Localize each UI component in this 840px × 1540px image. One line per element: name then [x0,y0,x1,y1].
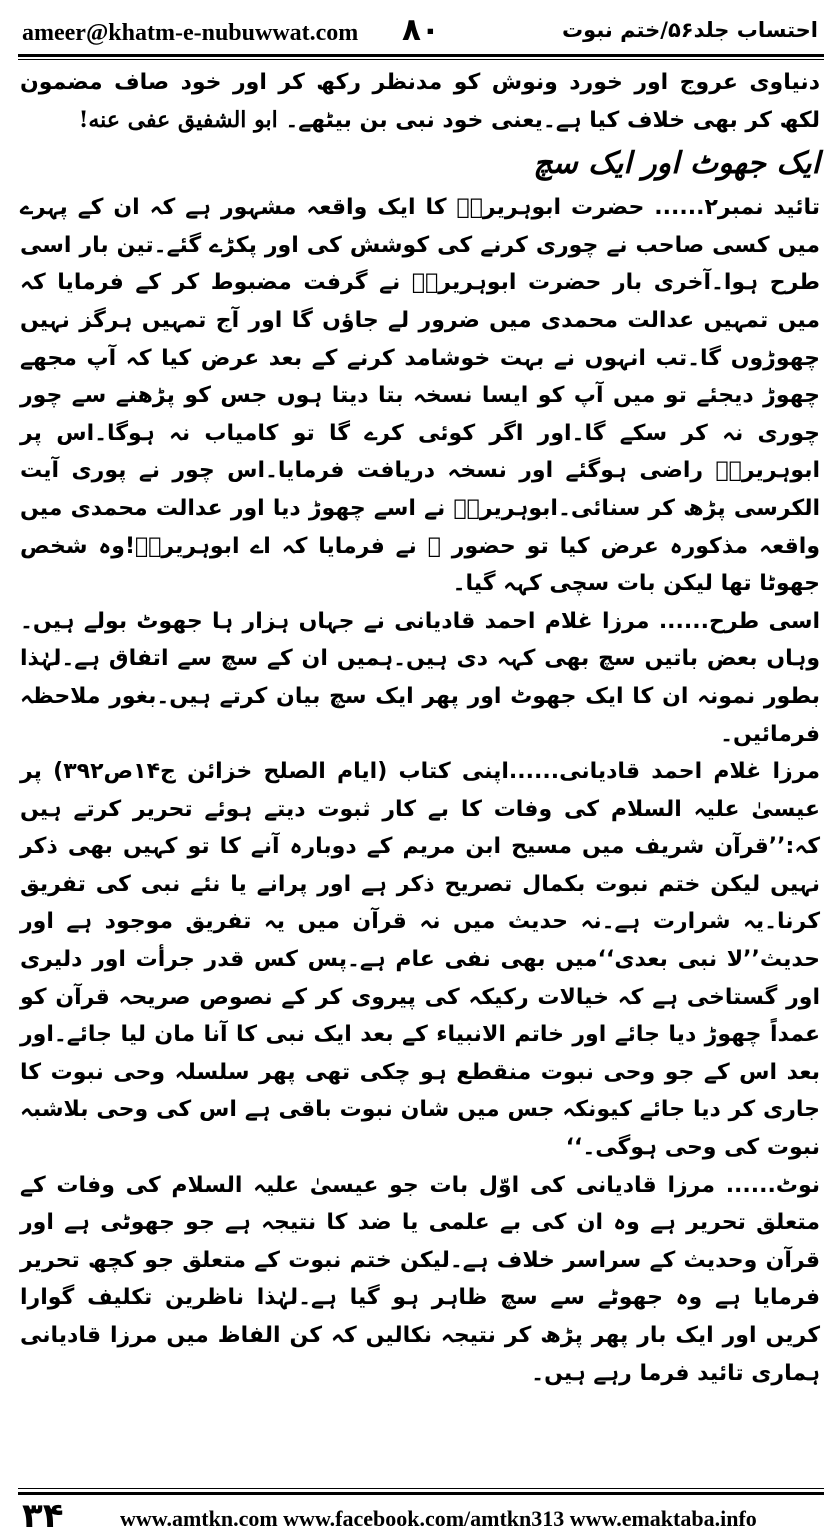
footer-page-number: ۳۴ [22,1496,64,1536]
footer-rule-thin [18,1488,824,1489]
page-body [20,64,820,1444]
footer-links: www.amtkn.com www.facebook.com/amtkn313 www.emaktaba.info [120,1506,757,1531]
header-page-number: ۸۰ [402,12,440,48]
signature: ابو الشفیق عفی عنه! [78,106,278,133]
header-rule-thick [18,54,824,57]
header-email: ameer@khatm-e-nubuwwat.com [22,20,359,46]
intro-text: دنیاوی عروج اور خورد ونوش کو مدنظر رکھ کر اور خود صاف مضمون لکھ کر بھی خلاف کیا ہے۔یعنی خود نبی بن بیٹھے۔ [20,70,820,133]
paragraph-note: نوٹ...... مرزا قادیانی کی اوّل بات جو عیسیٰ علیہ السلام کی وفات کے متعلق تحریر ہے وہ ان کی بے علمی یا ضد کا نتیجہ ہے جو جھوٹی ہے اور قرآن وحدیث کے سراسر خلاف ہے۔لیکن ختم نبوت کے متعلق جو کچھ تحریر فرمایا ہے وہ جھوٹے سے سچ ظاہر ہو گیا ہے۔لہٰذا ناظرین تکلیف گوارا کریں اور ایک بار پھر پڑھ کر نتیجہ نکالیں کہ کن الفاظ میں مرزا قادیانی ہماری تائید فرما رہے ہیں۔ [20,1172,820,1386]
paragraph-quote: مرزا غلام احمد قادیانی......اپنی کتاب (ایام الصلح خزائن ج۱۴ص۳۹۲) پر عیسیٰ علیہ السلام کی وفات کا بے کار ثبوت دیتے ہوئے تحریر کرتے ہیں کہ:’’قرآن شریف میں مسیح ابن مریم کے دوبارہ آنے کا تو کہیں بھی ذکر نہیں لیکن ختم نبوت بکمال تصریح ذکر ہے اور پرانے یا نئے نبی کی تفریق کرنا۔یہ شرارت ہے۔نہ حدیث میں نہ قرآن میں یہ تفریق موجود ہے اور حدیث’’لا نبی بعدی‘‘میں بھی نفی عام ہے۔پس کس قدر جرأت اور دلیری اور گستاخی ہے کہ خیالات رکیکہ کی پیروی کر کے نصوص صریحہ قرآن کو عمداً چھوڑ دیا جائے اور خاتم الانبیاء کے بعد ایک نبی کا آنا مان لیا جائے۔اور بعد اس کے جو وحی نبوت منقطع ہو چکی تھی پھر سلسلہ وحی نبوت کا جاری کر دیا جائے کیونکہ جس میں شان نبوت باقی ہے اس کی وحی بلاشبہ نبوت کی وحی ہوگی۔‘‘ [20,759,820,1161]
footer-rule-thick [18,1492,824,1495]
paragraph-tayeed: تائید نمبر۲...... حضرت ابوہریرہؓ کا ایک واقعہ مشہور ہے کہ ان کے پہرے میں کسی صاحب نے چوری کرنے کی کوشش کی اور پکڑے گئے۔تین بار اسی طرح ہوا۔آخری بار حضرت ابوہریرہؓ نے گرفت مضبوط کر کے فرمایا کہ میں تمہیں عدالت محمدی میں ضرور لے جاؤں گا اور آج تمہیں ہرگز نہیں چھوڑوں گا۔تب انہوں نے بہت خوشامد کرنے کے بعد عرض کیا کہ آپ مجھے چھوڑ دیجئے تو میں آپ کو ایسا نسخہ بتا دیتا ہوں جس کو پڑھنے سے چور چوری نہ کر سکے گا۔اور اگر کوئی کرے گا تو کامیاب نہ ہوگا۔اس پر ابوہریرہؓ راضی ہوگئے اور نسخہ دریافت فرمایا۔اس چور نے پوری آیت الکرسی پڑھ کر سنائی۔ابوہریرہؓ نے اسے چھوڑ دیا اور عدالت محمدی میں واقعہ مذکورہ عرض کیا تو حضور ﷺ نے فرمایا کہ اے ابوہریرہؓ!وہ شخص جھوٹا تھا لیکن بات سچی کہہ گیا۔ [20,195,820,597]
page-header [0,0,840,60]
header-rule-thin [18,59,824,60]
header-book-title: احتساب جلد۵۶/ختم نبوت [562,18,818,42]
section-heading: ایک جھوٹ اور ایک سچ [533,146,820,182]
paragraph-isi-tarah: اسی طرح...... مرزا غلام احمد قادیانی نے جہاں ہزار ہا جھوٹ بولے ہیں۔وہاں بعض باتیں سچ بھی کہہ دی ہیں۔ہمیں ان کے سچ سے اتفاق ہے۔لہٰذا بطور نمونہ ان کا ایک جھوٹ اور پھر ایک سچ بیان کرتے ہیں۔بغور ملاحظہ فرمائیں۔ [20,608,820,747]
intro-paragraph [20,64,820,139]
